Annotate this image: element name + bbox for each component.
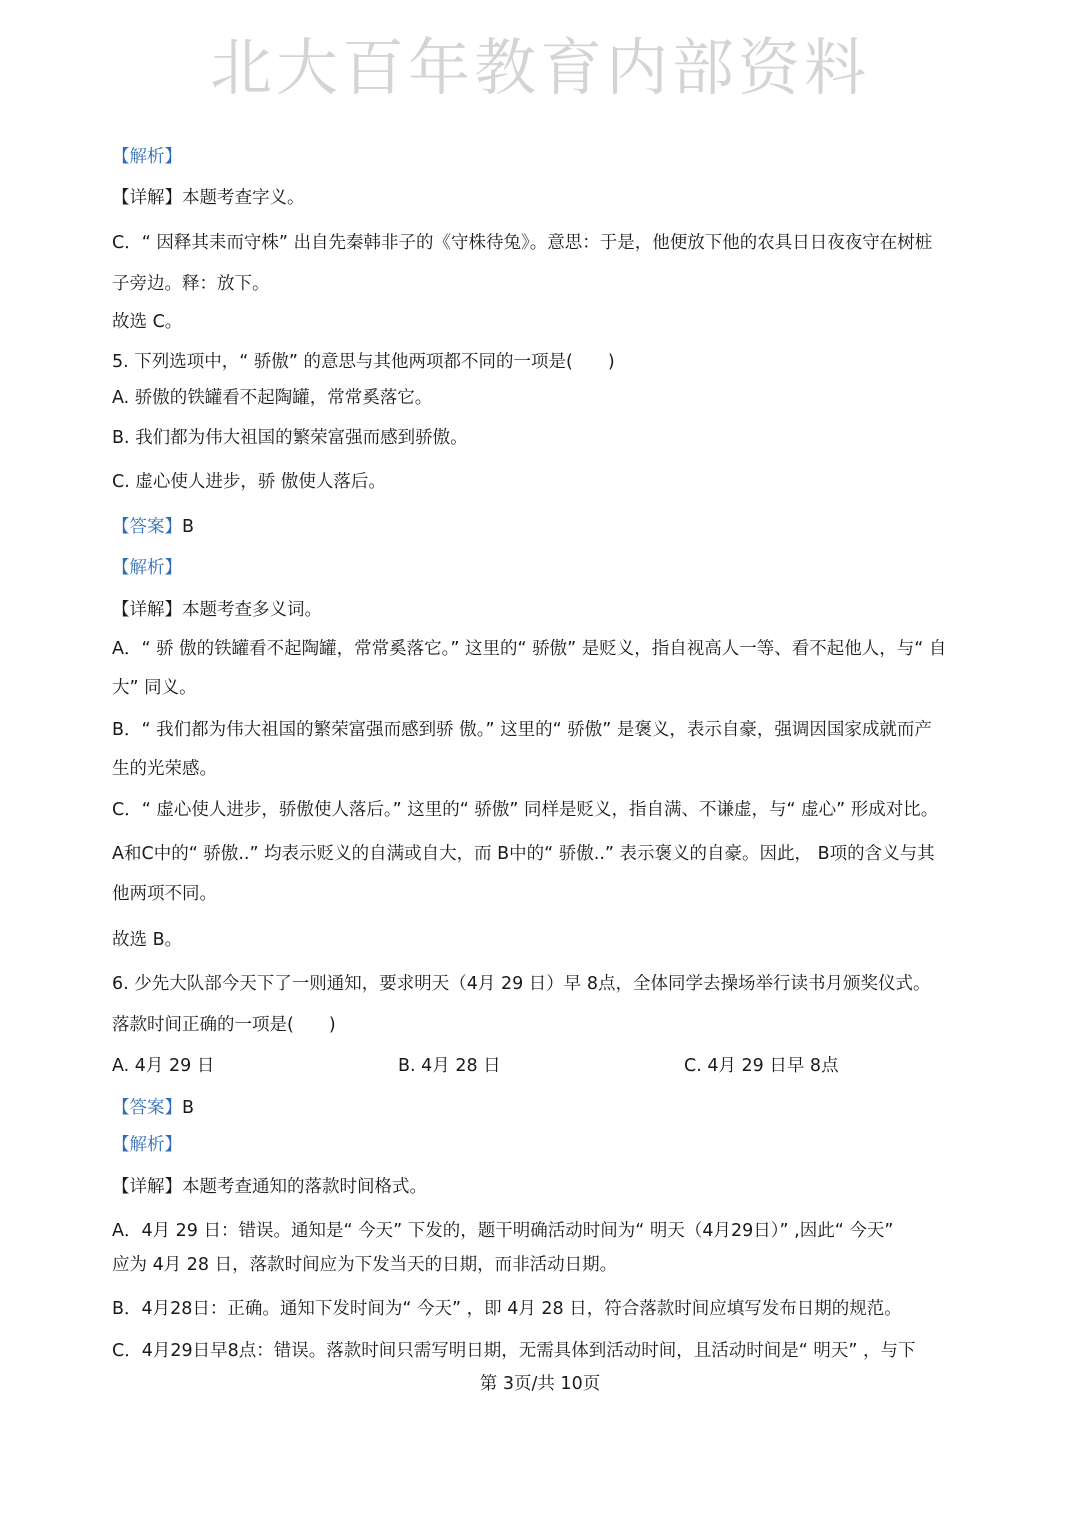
answer-label: 【答案】 — [112, 517, 182, 537]
explanation-line: 子旁边。释：放下。 — [112, 274, 270, 294]
answer-value: B — [182, 517, 195, 537]
explanation-line: B．4月28日：正确。通知下发时间为“ 今天” ，即 4月 28 日，符合落款时间应填写发布日期的规范。 — [112, 1299, 902, 1319]
explanation-line: A和C中的“ 骄傲..” 均表示贬义的自满或自大，而 B中的“ 骄傲..” 表示褒义的自豪。因此， B项的含义与其 — [112, 844, 935, 864]
question-6: 6. 少先大队部今天下了一则通知，要求明天（4月 29 日）早 8点，全体同学去操场举行读书月颁奖仪式。 — [112, 974, 931, 994]
answer-value: B — [182, 1098, 195, 1118]
detail-line: 【详解】本题考查多义词。 — [112, 600, 322, 620]
option-b: B. 我们都为伟大祖国的繁荣富强而感到骄傲。 — [112, 428, 468, 448]
explanation-line: C．“ 虚心使人进步，骄傲使人落后。” 这里的“ 骄傲” 同样是贬义，指自满、不谦虚，与“ 虚心” 形成对比。 — [112, 800, 939, 820]
conclusion-line: 故选 C。 — [112, 312, 183, 332]
option-c: C. 4月 29 日早 8点 — [684, 1056, 839, 1076]
explanation-line: 应为 4月 28 日，落款时间应为下发当天的日期，而非活动日期。 — [112, 1255, 618, 1275]
question-6: 落款时间正确的一项是( ) — [112, 1015, 336, 1035]
analysis-label: 【解析】 — [112, 1135, 182, 1155]
explanation-line: C．“ 因释其耒而守株” 出自先秦韩非子的《守株待兔》。意思：于是，他便放下他的农具日日夜夜守在树桩 — [112, 233, 933, 253]
detail-label: 【详解】 — [112, 1177, 182, 1197]
explanation-line: C．4月29日早8点：错误。落款时间只需写明日期，无需具体到活动时间，且活动时间是“ 明天” ，与下 — [112, 1341, 916, 1361]
page-number: 第 3页/共 10页 — [479, 1374, 601, 1394]
option-b: B. 4月 28 日 — [398, 1056, 501, 1076]
conclusion-line: 故选 B。 — [112, 930, 183, 950]
detail-label: 【详解】 — [112, 188, 182, 208]
options-row — [112, 1054, 982, 1078]
explanation-line: A．4月 29 日：错误。通知是“ 今天” 下发的，题干明确活动时间为“ 明天（4月29日）” ,因此“ 今天” — [112, 1221, 894, 1241]
option-a: A. 骄傲的铁罐看不起陶罐，常常奚落它。 — [112, 388, 433, 408]
answer-line — [112, 1096, 982, 1120]
question-5: 5. 下列选项中，“ 骄傲” 的意思与其他两项都不同的一项是( ) — [112, 352, 615, 372]
answer-label: 【答案】 — [112, 1098, 182, 1118]
explanation-line: A．“ 骄 傲的铁罐看不起陶罐，常常奚落它。” 这里的“ 骄傲” 是贬义，指自视高人一等、看不起他人，与“ 自 — [112, 639, 947, 659]
explanation-line: 大” 同义。 — [112, 678, 197, 698]
option-c: C. 虚心使人进步，骄 傲使人落后。 — [112, 472, 386, 492]
detail-line: 【详解】本题考查通知的落款时间格式。 — [112, 1177, 427, 1197]
analysis-label: 【解析】 — [112, 558, 182, 578]
watermark: 北大百年教育内部资料 — [209, 31, 870, 104]
explanation-line: 生的光荣感。 — [112, 759, 217, 779]
explanation-line: B．“ 我们都为伟大祖国的繁荣富强而感到骄 傲。” 这里的“ 骄傲” 是褒义，表示自豪，强调因国家成就而产 — [112, 720, 932, 740]
explanation-line: 他两项不同。 — [112, 884, 217, 904]
detail-label: 【详解】 — [112, 600, 182, 620]
answer-line — [112, 515, 982, 539]
analysis-label: 【解析】 — [112, 147, 182, 167]
detail-line: 【详解】本题考查字义。 — [112, 188, 305, 208]
option-a: A. 4月 29 日 — [112, 1056, 215, 1076]
